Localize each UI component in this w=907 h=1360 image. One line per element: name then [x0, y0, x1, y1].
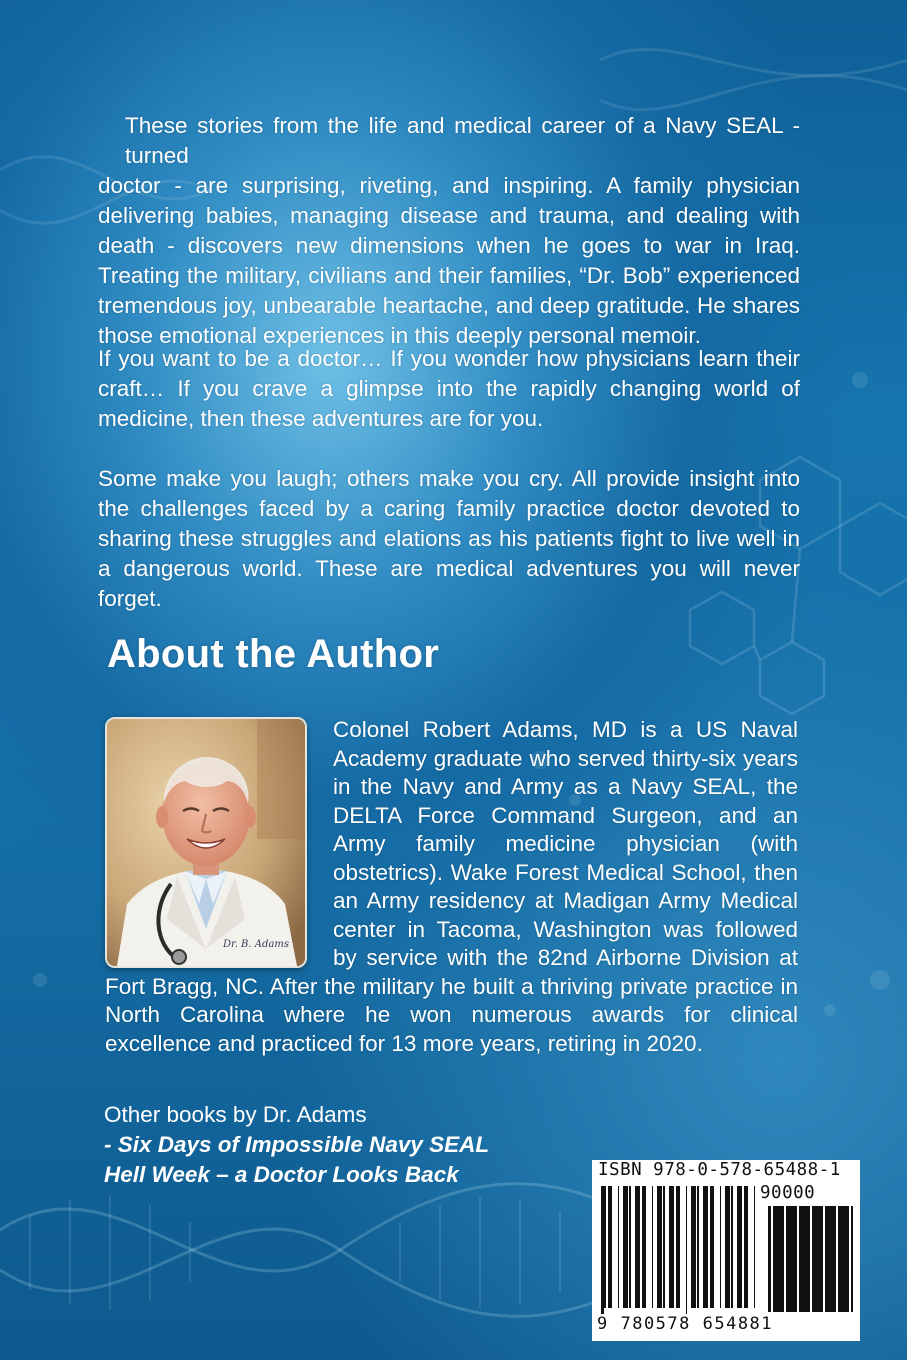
barcode-addon-bar	[830, 1206, 833, 1312]
barcode-addon-bar	[775, 1206, 778, 1312]
barcode-addon-bar	[791, 1206, 794, 1312]
barcode-bar	[676, 1186, 677, 1308]
barcode-bar	[623, 1186, 625, 1308]
barcode-addon-bar	[768, 1206, 769, 1312]
barcode-addon-bar	[794, 1206, 795, 1312]
barcode-addon-bar	[788, 1206, 791, 1312]
barcode-bar	[601, 1186, 604, 1314]
barcode-addon-bar	[773, 1206, 775, 1312]
barcode-bar	[691, 1186, 693, 1308]
isbn-text: ISBN 978-0-578-65488-1	[598, 1160, 841, 1180]
barcode-bar	[697, 1186, 699, 1308]
blurb-paragraph-3: Some make you laugh; others make you cry. All provide insight into the challenges faced by a caring family practice doctor devoted to sharing these struggles and elations as his patients fight to live well in a dangerous world. These are medical adventures you will never forget.	[98, 466, 800, 611]
barcode-bar	[706, 1186, 708, 1308]
barcode-addon-bar	[782, 1206, 784, 1312]
barcode-addon-bar	[834, 1206, 836, 1312]
barcode-bar	[740, 1186, 742, 1308]
barcode-bar	[737, 1186, 740, 1308]
barcode-addon-bar	[769, 1206, 771, 1312]
barcode-addon-bar	[801, 1206, 804, 1312]
barcode-addon-bar	[799, 1206, 801, 1312]
barcode-bar	[618, 1186, 619, 1308]
barcode-addon-bar	[847, 1206, 849, 1312]
blurb-paragraph-1-body: doctor - are surprising, riveting, and inspiring. A family physician delivering babies, managing disease and trauma, and dealing with death - discovers new dimensions when he goes to war in Iraq. Treating the military, civilians and their families, “Dr. Bob” experienced tremendous joy, unbearable heartache, and deep gratitude. He shares those emotional experiences in this deeply personal memoir.	[98, 173, 800, 348]
barcode-bar	[604, 1186, 606, 1308]
barcode-addon-bar	[804, 1206, 807, 1312]
barcode-bar	[677, 1186, 680, 1308]
author-bio: Colonel Robert Adams, MD is a US Naval Academy graduate who served thirty-six years in the Navy and Army as a Navy SEAL, the DELTA Force Command Surgeon, and an Army family medicine physician (with obstetrics). Wake Forest Medical School, then an Army residency at Madigan Army Medical center in Tacoma, Washington was followed by service with the 82nd Airborne Division at Fort Bragg, NC. After the military he built a thriving private practice in North Carolina where he won numerous awards for clinical excellence and practiced for 13 more years, retiring in 2020.	[105, 717, 798, 1056]
barcode-bar	[727, 1186, 730, 1308]
barcode-addon-bar	[825, 1206, 827, 1312]
barcode-addon-bar	[843, 1206, 846, 1312]
barcode-bar	[725, 1186, 727, 1308]
barcode-bar	[711, 1186, 714, 1308]
coat-embroidery: Dr. B. Adams	[223, 939, 289, 950]
barcode-addon-bar	[846, 1206, 847, 1312]
barcode-bar	[608, 1186, 609, 1308]
barcode-bar	[657, 1186, 659, 1308]
barcode-bar	[643, 1186, 646, 1308]
barcode-addon-bar	[808, 1206, 810, 1312]
barcode-bar	[710, 1186, 711, 1308]
barcode-icon	[598, 1184, 856, 1314]
barcode-bar	[754, 1186, 755, 1308]
barcode-bar	[629, 1186, 631, 1308]
barcode-bar	[625, 1186, 628, 1308]
other-book-title-line-1: - Six Days of Impossible Navy SEAL	[104, 1132, 490, 1157]
barcode-addon-bar	[795, 1206, 797, 1312]
barcode-bar	[720, 1186, 721, 1308]
barcode-bar	[659, 1186, 662, 1308]
barcode-bar	[663, 1186, 665, 1308]
barcode-bar	[669, 1186, 672, 1308]
barcode-addon-bar	[820, 1206, 821, 1312]
barcode-bar	[642, 1186, 643, 1308]
barcode-bar	[693, 1186, 696, 1308]
barcode-addon-bar	[851, 1206, 853, 1312]
barcode-addon-bar	[838, 1206, 840, 1312]
barcode-bar	[635, 1186, 638, 1308]
barcode-bar	[745, 1186, 748, 1308]
blurb-paragraph-1-first-line: These stories from the life and medical career of a Navy SEAL - turned	[125, 113, 800, 168]
barcode-bar	[686, 1186, 687, 1314]
barcode-addon-bar	[817, 1206, 820, 1312]
barcode-bar	[672, 1186, 674, 1308]
other-book-title-line-2: Hell Week – a Doctor Looks Back	[104, 1162, 459, 1187]
other-books-label: Other books by Dr. Adams	[104, 1102, 367, 1127]
barcode-addon-bar	[812, 1206, 814, 1312]
barcode-addon-bar	[778, 1206, 781, 1312]
price-addon-text: 90000	[760, 1183, 816, 1203]
about-author-heading: About the Author	[107, 632, 440, 676]
other-books	[104, 1100, 489, 1190]
barcode-addon-bar	[807, 1206, 808, 1312]
blurb-paragraph-1	[98, 111, 800, 351]
blurb-paragraph-2: If you want to be a doctor… If you wonder how physicians learn their craft… If you crave a glimpse into the rapidly changing world of medicine, then these adventures are for you.	[98, 346, 800, 431]
barcode-digits: 9 780578 654881	[597, 1314, 774, 1334]
barcode-bar	[703, 1186, 706, 1308]
barcode-addon-bar	[814, 1206, 817, 1312]
barcode-addon-bar	[827, 1206, 830, 1312]
barcode-bar	[638, 1186, 640, 1308]
barcode-addon-bar	[833, 1206, 834, 1312]
barcode-addon-bar	[821, 1206, 823, 1312]
barcode-bar	[731, 1186, 733, 1308]
barcode-bar	[609, 1186, 612, 1308]
barcode-addon-bar	[786, 1206, 788, 1312]
barcode-addon-bar	[840, 1206, 843, 1312]
barcode-addon-bar	[781, 1206, 782, 1312]
barcode-bar	[744, 1186, 745, 1308]
barcode-bar	[652, 1186, 653, 1308]
